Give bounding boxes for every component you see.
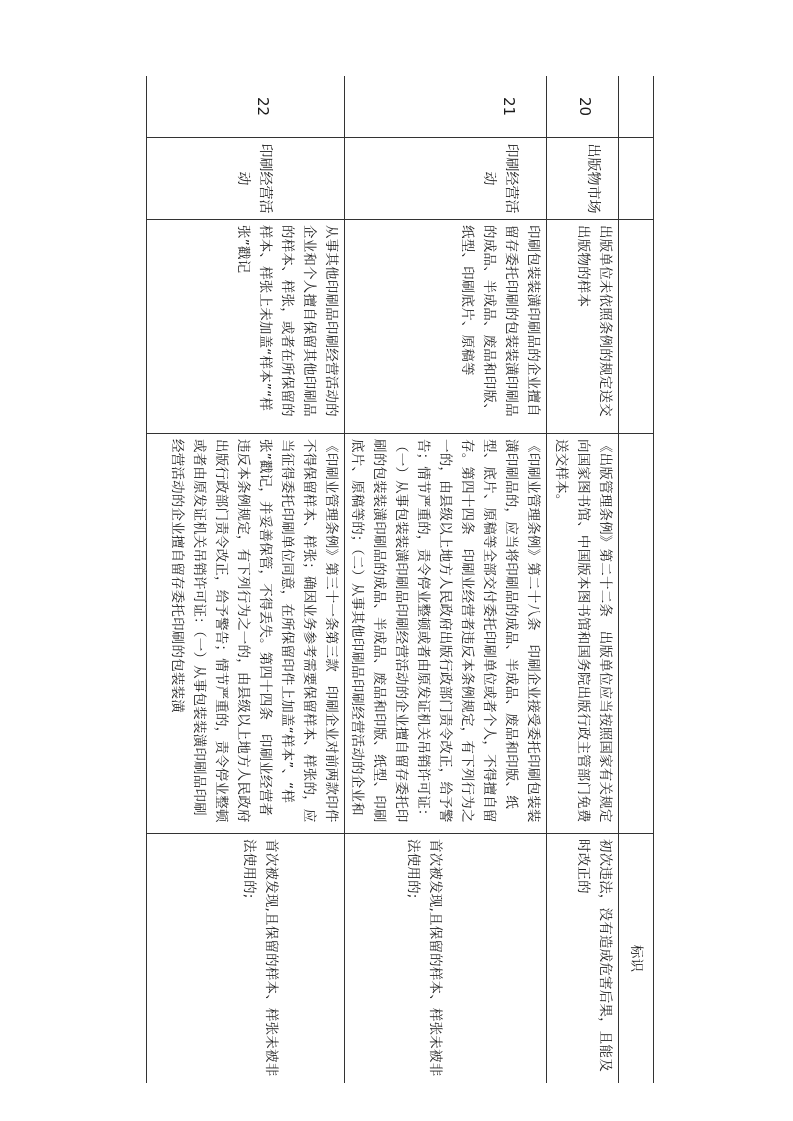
- row-law-cell: [345, 434, 546, 834]
- row-act-cell: [345, 220, 546, 434]
- row-standard-cell: [547, 834, 618, 1083]
- row-number-cell: [146, 76, 344, 138]
- header-cell-act: [619, 220, 653, 434]
- row-act-cell: [146, 220, 344, 434]
- row-law: 《印刷业管理条例》第二十八条 印刷企业接受委托印刷包装装潢印刷品的，应当将印刷品的成品、半成品、废品和印版、纸型、底片、原稿等全部交付委托印刷单位或者个人，不得擅自留存。第四十四条 印刷业经营者违反本条例规定，有下列行为之一的，由县级以上地方人民政府出版行政部门责令改正，给予警告；情节严重的，责令停业整顿或者由原发证机关吊销许可证：（一）从事包装装潢印刷品印刷经营活动的企业擅自留存委托印刷的包装装潢印刷品的成品、半成品、废品和印版、纸型、印刷底片、原稿等的；（二）从事其他印刷品印刷经营活动的企业和: [349, 439, 541, 823]
- row-name: 出版物市场: [585, 143, 601, 214]
- row-act-cell: [547, 220, 618, 434]
- row-standard: 首次被发现,且保留的样本、样张未被非法使用的;: [405, 839, 443, 1077]
- row-standard-cell: [146, 834, 344, 1083]
- row-number-cell: [345, 76, 546, 138]
- row-standard-cell: [345, 834, 546, 1083]
- row-name-cell: [146, 138, 344, 220]
- table-row: [146, 76, 344, 1083]
- row-name-cell: [547, 138, 618, 220]
- rotated-table: [146, 76, 654, 1083]
- header-cell-name: [619, 138, 653, 220]
- table-row: [546, 76, 618, 1083]
- header-standard-text: 标识: [628, 944, 644, 973]
- row-name: 印刷经营活动: [235, 143, 273, 214]
- row-law: 《出版管理条例》第二十二条 出版单位应当按照国家有关规定向国家图书馆、中国版本图书馆和国务院出版行政主管部门免费送交样本。: [553, 439, 613, 823]
- row-act: 印刷包装装潢印刷品的企业擅自留存委托印刷的包装装潢印刷品的成品、半成品、废品和印版、纸型、印刷底片、原稿等: [459, 225, 541, 417]
- header-cell-standard: [619, 834, 653, 1083]
- row-act: 出版单位未依照条例的规定送交出版物的样本: [575, 225, 613, 417]
- table-outer-border: [146, 76, 147, 1083]
- table-row: [344, 76, 546, 1083]
- row-law: 《印刷业管理条例》第三十一条第三款 印刷企业对前两款印件不得保留样本、样张；确因业务参考需要保留样本、样张的，应当征得委托印刷单位同意，在所保留印件上加盖“样本”、“样张”戳记，并妥善保管，不得丢失。第四十四条 印刷业经营者违反本条例规定，有下列行为之一的，由县级以上地方人民政府出版行政部门责令改正，给予警告；情节严重的，责令停业整顿或者由原发证机关吊销许可证：（一）从事包装装潢印刷品印刷经营活动的企业擅自留存委托印刷的包装装潢: [169, 439, 339, 823]
- row-number: 22: [254, 96, 272, 117]
- table-header-row: [618, 76, 654, 1083]
- row-act: 从事其他印刷品印刷经营活动的企业和个人擅自保留其他印刷品的样本、样张，或者在所保留的样本、样张上未加盖“样本”“样张”戳记: [235, 225, 339, 417]
- header-cell-no: [619, 76, 653, 138]
- row-name-cell: [345, 138, 546, 220]
- row-number-cell: [547, 76, 618, 138]
- row-number: 20: [576, 96, 594, 117]
- row-standard: 初次违法，没有造成危害后果，且能及时改正的: [575, 839, 613, 1072]
- row-law-cell: [146, 434, 344, 834]
- row-name: 印刷经营活动: [481, 143, 519, 214]
- row-law-cell: [547, 434, 618, 834]
- header-cell-law: [619, 434, 653, 834]
- row-number: 21: [500, 96, 518, 117]
- row-standard: 首次被发现,且保留的样本、样张未被非法使用的;: [241, 839, 279, 1077]
